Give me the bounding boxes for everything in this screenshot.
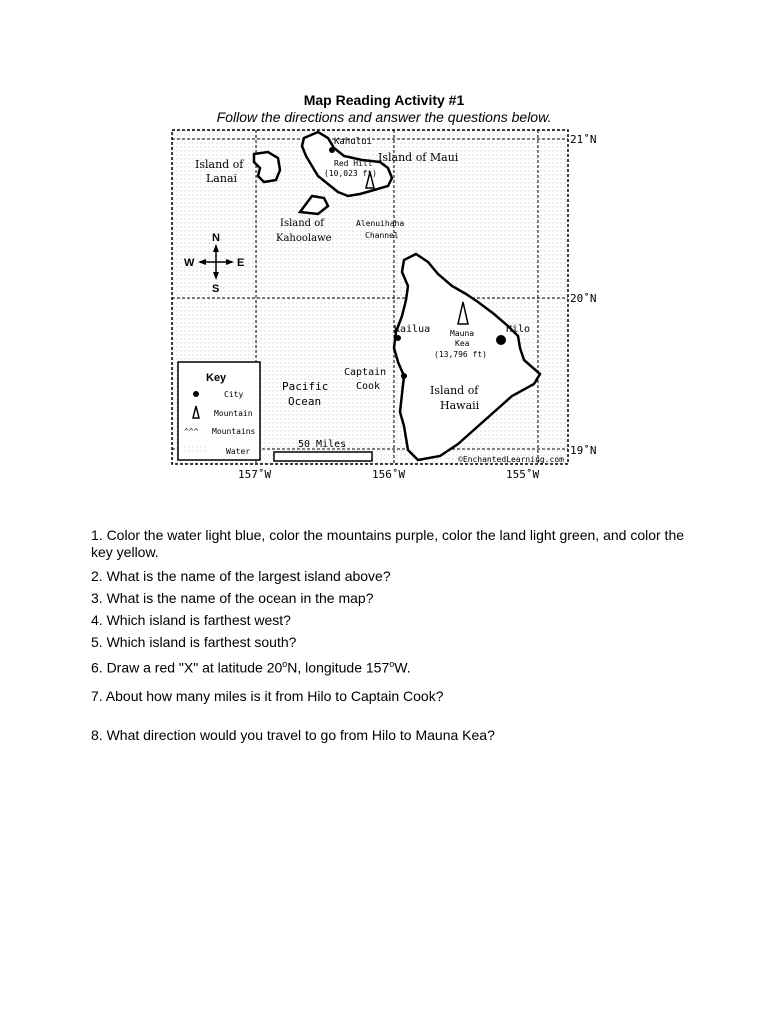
label-hilo: Hilo	[506, 324, 531, 335]
key-water-label: Water	[226, 447, 251, 456]
key-mountains-icon: ^^^	[184, 427, 199, 436]
label-hawaii-line2: Hawaii	[440, 399, 480, 412]
question-6	[91, 656, 691, 677]
label-lanai-line2: Lanai	[206, 172, 238, 185]
key-mountain-label: Mountain	[214, 409, 253, 418]
label-channel-line2: Channel	[365, 231, 399, 240]
question-6-part3: W.	[394, 659, 411, 676]
island-lanai	[254, 152, 280, 182]
label-lanai-line1: Island of	[195, 158, 244, 171]
compass-n: N	[212, 232, 220, 244]
label-kahoolawe-line1: Island of	[280, 218, 324, 229]
question-4: 4. Which island is farthest west?	[91, 612, 291, 628]
city-dot-captain-cook	[401, 373, 407, 379]
key-water-swatch	[184, 446, 206, 454]
key-mountains-label: Mountains	[212, 427, 256, 436]
label-hawaii-line1: Island of	[430, 384, 479, 397]
lon-label-157: 157˚W	[238, 468, 272, 481]
city-dot-hilo	[496, 335, 506, 345]
label-kea: Kea	[455, 339, 470, 348]
label-kailua: Kailua	[394, 324, 431, 335]
lat-label-20: 20˚N	[570, 292, 597, 305]
label-captain: Captain	[344, 367, 387, 378]
key-title: Key	[206, 372, 227, 384]
degree-sign-2: o	[389, 659, 395, 669]
lon-label-156: 156˚W	[372, 468, 406, 481]
label-kahului: Kahului	[334, 137, 372, 147]
question-8: 8. What direction would you travel to go from Hilo to Mauna Kea?	[91, 726, 495, 743]
lon-label-155: 155˚W	[506, 468, 540, 481]
label-maui: Island of Maui	[378, 151, 459, 164]
scale-label: 50 Miles	[298, 439, 347, 450]
label-ocean: Ocean	[288, 395, 322, 408]
label-red-hill-elev: (10,023 ft)	[324, 169, 377, 178]
label-mauna-kea-elev: (13,796 ft)	[434, 350, 487, 359]
page-title: Map Reading Activity #1	[303, 92, 465, 108]
question-2: 2. What is the name of the largest island above?	[91, 568, 391, 584]
label-cook: Cook	[356, 381, 381, 392]
compass-s: S	[212, 283, 220, 295]
credit-text: ©EnchantedLearning.com	[458, 455, 564, 464]
question-list	[91, 527, 691, 744]
hawaii-map	[168, 126, 608, 482]
scale-bar	[274, 452, 372, 461]
question-1: 1. Color the water light blue, color the mountains purple, color the land light green, and color the key yellow.	[91, 527, 685, 560]
key-city-dot	[193, 391, 199, 397]
label-pacific: Pacific	[282, 380, 329, 393]
question-6-part1: 6. Draw a red "X" at latitude 20	[91, 659, 283, 676]
city-dot-kailua	[395, 335, 401, 341]
label-channel-line1: Alenuihaha	[356, 219, 405, 228]
lat-label-19: 19˚N	[570, 444, 597, 457]
key-city-label: City	[224, 390, 244, 399]
label-mauna: Mauna	[450, 329, 475, 338]
question-3: 3. What is the name of the ocean in the map?	[91, 590, 374, 606]
compass-w: W	[184, 257, 195, 269]
label-kahoolawe-line2: Kahoolawe	[276, 233, 332, 244]
degree-sign-1: o	[282, 659, 288, 669]
lat-label-21: 21˚N	[570, 133, 597, 146]
question-6-part2: N, longitude 157	[287, 659, 390, 676]
page-subtitle: Follow the directions and answer the questions below.	[216, 109, 552, 125]
compass-e: E	[237, 257, 245, 269]
label-red-hill: Red Hill	[334, 159, 373, 168]
question-7: 7. About how many miles is it from Hilo to Captain Cook?	[91, 687, 444, 704]
city-dot-kahului	[329, 147, 335, 153]
question-5: 5. Which island is farthest south?	[91, 634, 297, 650]
